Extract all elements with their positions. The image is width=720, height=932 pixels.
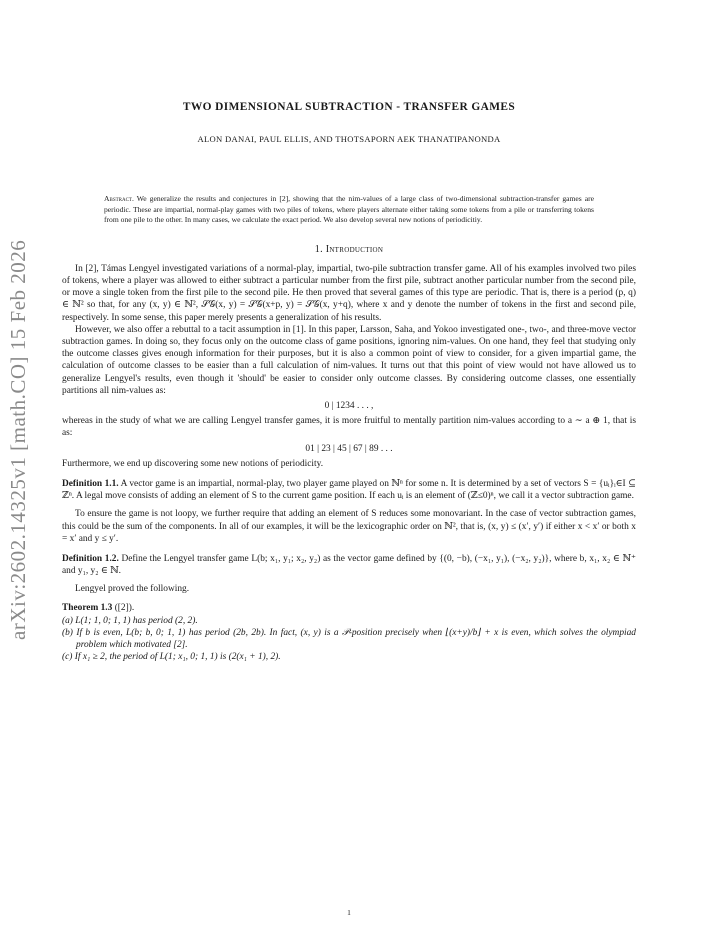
paragraph: Lengyel proved the following. bbox=[75, 584, 190, 595]
abstract-label: Abstract. bbox=[104, 194, 134, 203]
theorem-items bbox=[62, 615, 636, 664]
definition-head: Definition 1.1. bbox=[62, 479, 119, 490]
display-equation: 0 | 1234 . . . , bbox=[324, 401, 374, 412]
theorem-ref: ([2]). bbox=[114, 602, 135, 613]
list-item: (b) If b is even, L(b; b, 0; 1, 1) has period (2b, 2b). In fact, (x, y) is a 𝒫-position precisely when ⌊(x+y)/b⌋ + x is even, which solves the olympiad problem which motivated [2]. bbox=[62, 628, 636, 651]
paper-title: TWO DIMENSIONAL SUBTRACTION - TRANSFER GAMES bbox=[182, 101, 516, 113]
section-introduction-title: 1. Introduction bbox=[314, 243, 384, 255]
list-item: (a) L(1; 1, 0; 1, 1) has period (2, 2). bbox=[62, 615, 198, 626]
abstract-text: We generalize the results and conjectures in [2], showing that the nim-values of a large class of two-dimensional subtraction-transfer games are periodic. These are impartial, normal-play games with two piles of tokens, where players alternate either taking some tokens from a pile or transferring tokens from one pile to the other. In many cases, we calculate the exact period. We also develop several new notions of periodicitiy. bbox=[104, 194, 595, 225]
paragraph: To ensure the game is not loopy, we further require that adding an element of S reduces some monovariant. In the case of vector subtraction games, this could be the sum of the components. In all of our examples, it will be the lexicographic order on ℕ², that is, (x, y) ≤ (x′, y′) if either x < x′ or both x = x′ and y ≤ y′. bbox=[62, 509, 636, 544]
list-item: (c) If x₁ ≥ 2, the period of L(1; x₁, 0; 1, 1) is (2(x₁ + 1), 2). bbox=[62, 652, 281, 663]
definition-head: Definition 1.2. bbox=[62, 554, 119, 565]
paper-authors: ALON DANAI, PAUL ELLIS, AND THOTSAPORN AEK THANATIPANONDA bbox=[197, 134, 501, 144]
paragraph: Furthermore, we end up discovering some new notions of periodicity. bbox=[62, 458, 324, 469]
abstract bbox=[104, 194, 594, 226]
page-number: 1 bbox=[347, 908, 351, 917]
display-equation: 01 | 23 | 45 | 67 | 89 . . . bbox=[305, 443, 393, 454]
paper-page bbox=[62, 0, 637, 917]
arxiv-identifier-stamp: arXiv:2602.14325v1 [math.CO] 15 Feb 2026 bbox=[6, 239, 30, 640]
section-introduction bbox=[62, 263, 636, 664]
theorem-head: Theorem 1.3 bbox=[62, 602, 113, 613]
definition-text: Define the Lengyel transfer game L(b; x₁, y₁; x₂, y₂) as the vector game defined by {(0, −b), (−x₁, y₁), (−x₂, y₂)}, where b, x₁, x₂ ∈ ℕ⁺ and y₁, y₂ ∈ ℕ. bbox=[62, 554, 637, 577]
definition-text: A vector game is an impartial, normal-play, two player game played on ℕⁿ for some n. It is determined by a set of vectors S = {uᵢ}ᵢ∈I ⊆ ℤⁿ. A legal move consists of adding an element of S to the current game position. If each uᵢ is an element of (ℤ≤0)ⁿ, we call it a vector subtraction game. bbox=[62, 479, 636, 502]
paragraph: However, we also offer a rebuttal to a tacit assumption in [1]. In this paper, Larsson, Saha, and Yokoo investigated one-, two-, and three-move vector subtraction games. In doing so, they focus only on the outcome class of game positions, ignoring nim-values. On one hand, they feel that studying only the outcome classes gives enough information for their purposes, but it is also a common point of view to consider, for a given impartial game, the calculation of outcome classes to be easier than a full calculation of nim-values. It turns out that this point of view would not have allowed us to generalize Lengyel's results, even though it 'should' be easier to consider only outcome classes. By considering outcome classes, one essentially partitions all nim-values as: bbox=[62, 324, 636, 396]
paragraph: In [2], Támas Lengyel investigated variations of a normal-play, impartial, two-pile subtraction transfer game. All of his examples involved two piles of tokens, where a player was allowed to either subtract a particular number from the first pile, subtract another particular number from the second pile, or move a single token from the first pile to the second pile. He then proved that several games of this type are periodic. That is, there is a period (p, q) ∈ ℕ² so that, for any (x, y) ∈ ℕ², 𝒮𝒢(x, y) = 𝒮𝒢(x+p, y) = 𝒮𝒢(x, y+q), where x and y denote the number of tokens in the first and second pile, respectively. In some sense, this paper merely presents a generalization of his results. bbox=[62, 263, 636, 323]
definition-1-1 bbox=[62, 478, 636, 502]
paragraph: whereas in the study of what we are calling Lengyel transfer games, it is more fruitful to mentally partition nim-values according to a ∼ a ⊕ 1, that is as: bbox=[62, 416, 636, 439]
definition-1-2 bbox=[62, 553, 636, 577]
theorem-1-3 bbox=[62, 602, 636, 614]
